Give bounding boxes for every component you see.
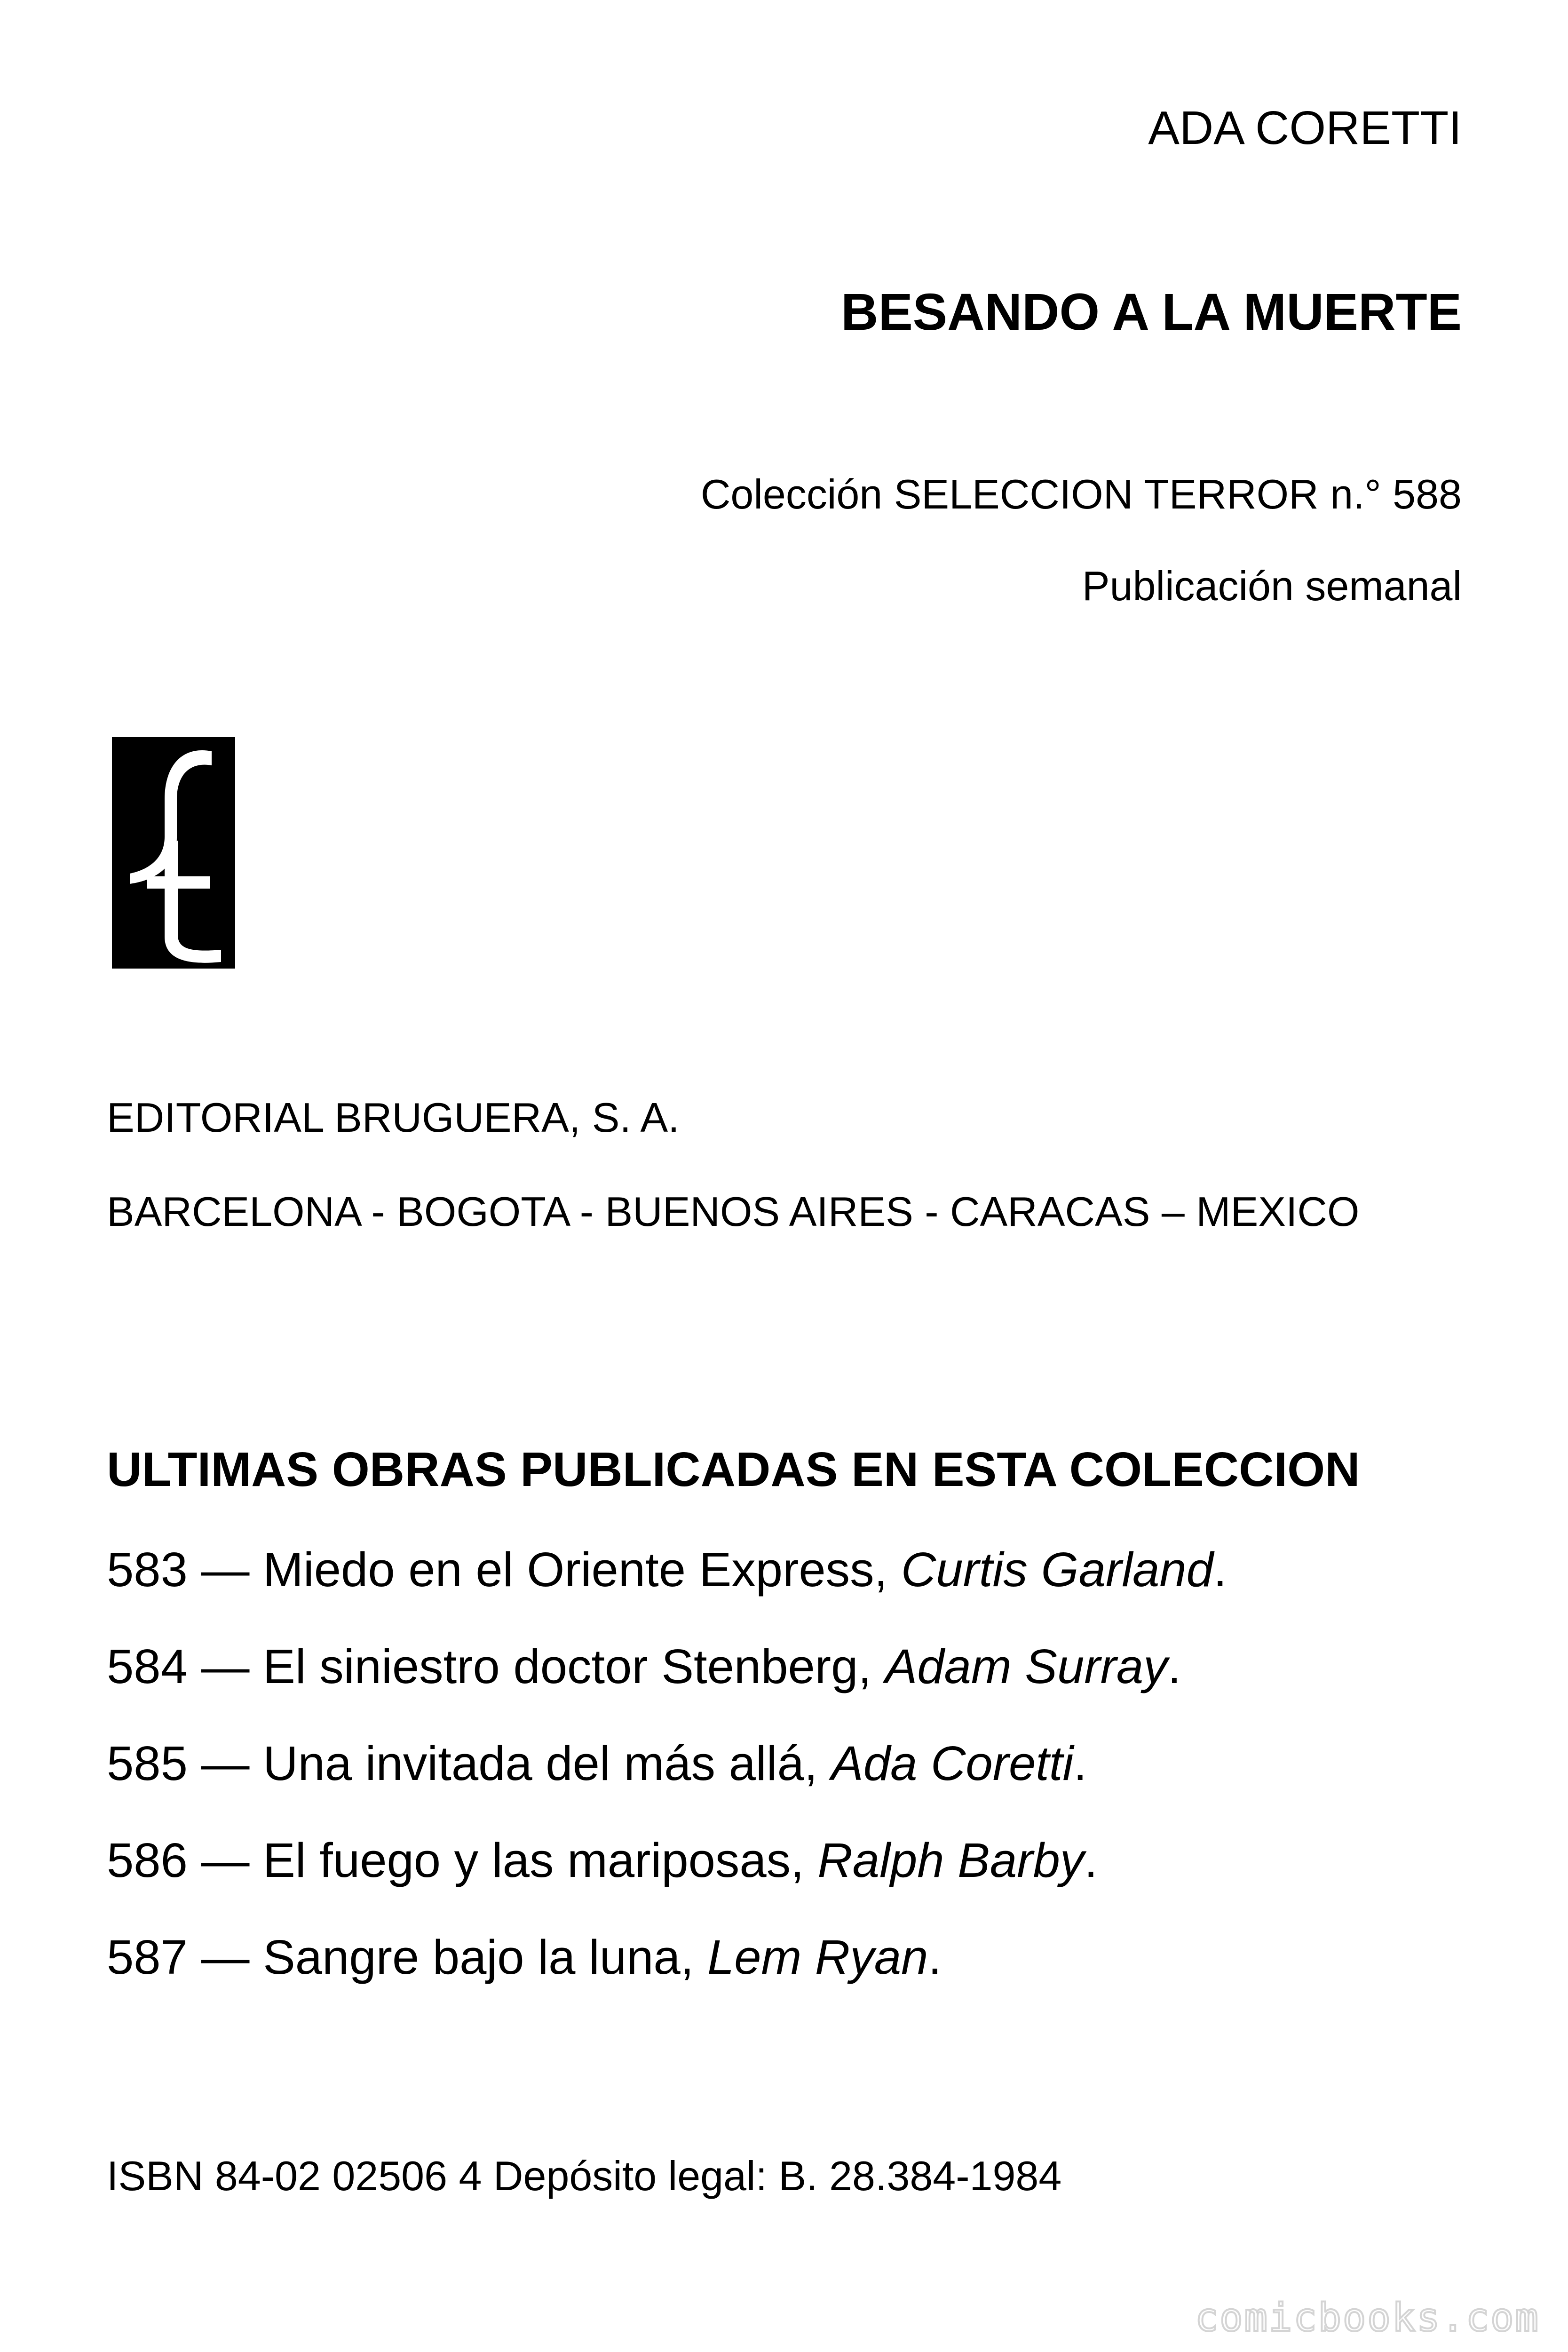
watermark: comicbooks.com [1195, 2296, 1540, 2340]
publication-frequency: Publicación semanal [1082, 563, 1462, 609]
recent-works-heading: ULTIMAS OBRAS PUBLICADAS EN ESTA COLECCION [107, 1442, 1360, 1496]
list-item: 583 — Miedo en el Oriente Express, Curtis Garland. [107, 1542, 1227, 1597]
list-item: 584 — El siniestro doctor Stenberg, Adam Surray. [107, 1639, 1181, 1693]
list-item: 586 — El fuego y las mariposas, Ralph Barby. [107, 1833, 1098, 1887]
book-title: BESANDO A LA MUERTE [841, 283, 1462, 341]
publisher-cities: BARCELONA - BOGOTA - BUENOS AIRES - CARACAS – MEXICO [107, 1188, 1360, 1235]
publisher-name: EDITORIAL BRUGUERA, S. A. [107, 1094, 680, 1141]
collection-info: Colección SELECCION TERROR n.° 588 [700, 471, 1462, 517]
list-item: 585 — Una invitada del más allá, Ada Coretti. [107, 1736, 1087, 1790]
recent-works-list [107, 1542, 1227, 2030]
list-item: 587 — Sangre bajo la luna, Lem Ryan. [107, 1930, 942, 1984]
st-logo-icon [112, 737, 235, 969]
author-name: ADA CORETTI [1148, 102, 1462, 154]
isbn-legal-deposit: ISBN 84-02 02506 4 Depósito legal: B. 28.384-1984 [107, 2153, 1062, 2199]
